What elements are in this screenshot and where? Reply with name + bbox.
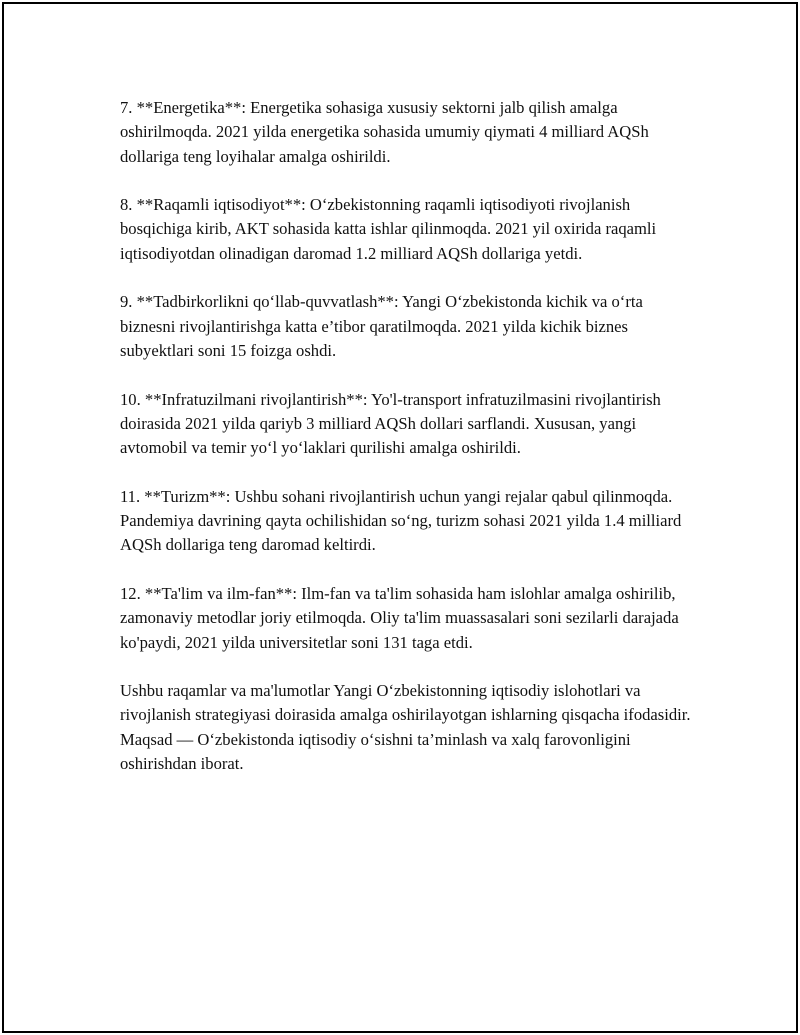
document-page (2, 2, 798, 1033)
paragraph-talim: 12. **Ta'lim va ilm-fan**: Ilm-fan va ta'lim sohasida ham islohlar amalga oshirilib, zamonaviy metodlar joriy etilmoqda. Oliy ta'lim muassasalari soni sezilarli darajada ko'paydi, 2021 yilda universitetlar soni 131 taga etdi. (120, 583, 679, 652)
paragraph-turizm: 11. **Turizm**: Ushbu sohani rivojlantirish uchun yangi rejalar qabul qilinmoqda. Pandemiya davrining qayta ochilishidan so‘ng, turizm sohasi 2021 yilda 1.4 milliard AQSh dollariga teng daromad keltirdi. (120, 486, 682, 555)
paragraph-conclusion: Ushbu raqamlar va ma'lumotlar Yangi O‘zbekistonning iqtisodiy islohotlari va rivojlanish strategiyasi doirasida amalga oshirilayotgan ishlarning qisqacha ifodasidir. Maqsad — O‘zbekistonda iqtisodiy o‘sishni ta’minlash va xalq farovonligini oshirishdan iborat. (120, 681, 691, 774)
paragraph-tadbirkorlik: 9. **Tadbirkorlikni qo‘llab-quvvatlash**: Yangi O‘zbekistonda kichik va o‘rta biznesni rivojlantirishga katta e’tibor qaratilmoqda. 2021 yilda kichik biznes subyektlari soni 15 foizga oshdi. (120, 292, 643, 360)
document-body (120, 96, 694, 801)
paragraph-raqamli-iqtisodiyot: 8. **Raqamli iqtisodiyot**: O‘zbekistonning raqamli iqtisodiyoti rivojlanish bosqichiga kirib, AKT sohasida katta ishlar qilinmoqda. 2021 yil oxirida raqamli iqtisodiyotdan olinadigan daromad 1.2 milliard AQSh dollariga yetdi. (120, 195, 657, 263)
paragraph-energetika: 7. **Energetika**: Energetika sohasiga xususiy sektorni jalb qilish amalga oshirilmoqda. 2021 yilda energetika sohasida umumiy qiymati 4 milliard AQSh dollariga teng loyihalar amalga oshirildi. (120, 98, 649, 166)
paragraph-infratuzilma: 10. **Infratuzilmani rivojlantirish**: Yo'l-transport infratuzilmasini rivojlantirish doirasida 2021 yilda qariyb 3 milliard AQSh dollari sarflandi. Xususan, yangi avtomobil va temir yo‘l yo‘laklari qurilishi amalga oshirildi. (120, 389, 661, 458)
